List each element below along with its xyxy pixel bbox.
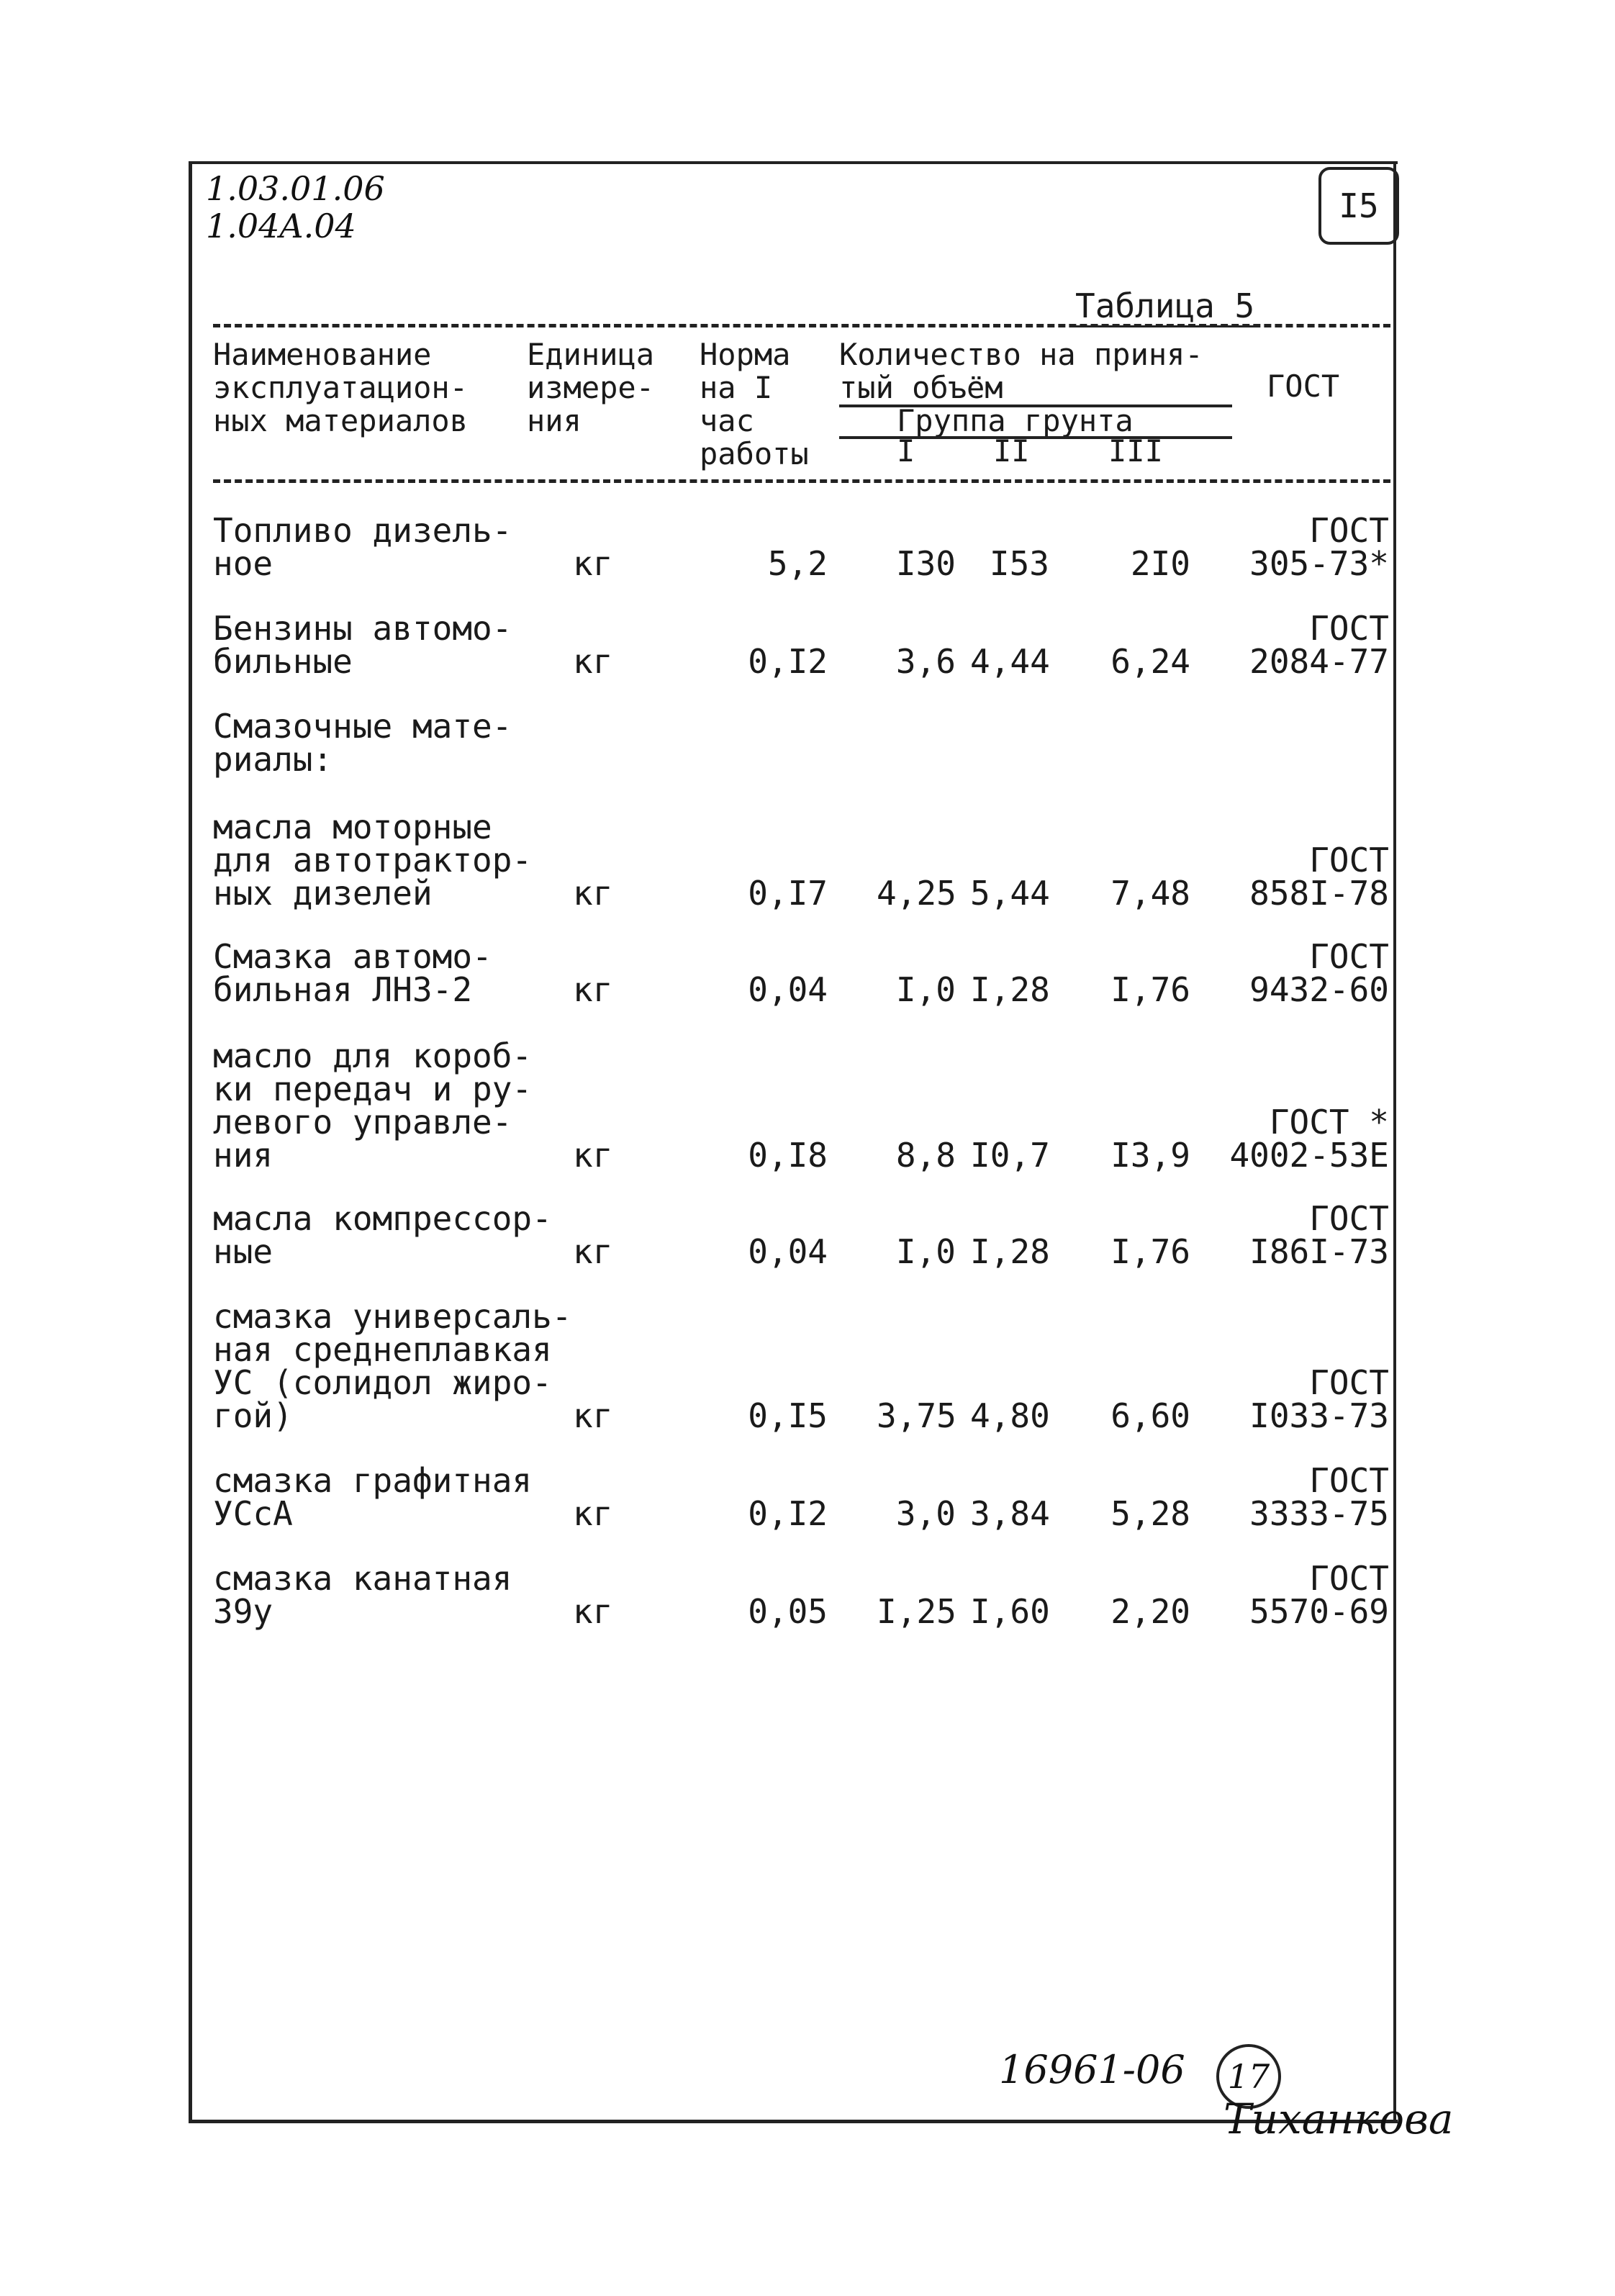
material-name: масла моторные для автотрактор- ных дизелей bbox=[213, 808, 533, 913]
gost-ref: ГОСТ I86I-73 bbox=[1249, 1199, 1389, 1271]
gost-ref: ГОСТ * 4002-53E bbox=[1229, 1103, 1389, 1175]
header-group-2: II bbox=[993, 433, 1030, 469]
norm: 0,I2 bbox=[748, 1494, 828, 1533]
gost-ref: ГОСТ 2084-77 bbox=[1249, 609, 1389, 681]
gost-ref: ГОСТ 5570-69 bbox=[1249, 1559, 1389, 1631]
unit: кг bbox=[573, 1136, 613, 1175]
unit: кг bbox=[573, 544, 613, 583]
table-title: Таблица 5 bbox=[1075, 286, 1254, 325]
unit: кг bbox=[573, 970, 613, 1009]
group-2-value: 3,84 bbox=[970, 1494, 1050, 1533]
group-1-value: 4,25 bbox=[877, 874, 956, 913]
group-1-value: 3,75 bbox=[877, 1396, 956, 1435]
group-2-value: I0,7 bbox=[970, 1136, 1050, 1175]
material-name: смазка графитная УСсА bbox=[213, 1461, 533, 1533]
norm: 0,04 bbox=[748, 970, 828, 1009]
material-name: смазка универсаль- ная среднеплавкая УС (солидол жиро- гой) bbox=[213, 1297, 572, 1435]
frame-top-border bbox=[189, 161, 1398, 164]
frame-right-border bbox=[1393, 161, 1396, 2123]
header-name: Наименование эксплуатацион- ных материалов bbox=[213, 337, 469, 438]
norm: 0,I7 bbox=[748, 874, 828, 913]
group-3-value: 6,60 bbox=[1110, 1396, 1190, 1435]
header-top-rule bbox=[213, 324, 1390, 327]
group-2-value: I,28 bbox=[970, 1232, 1050, 1271]
group-2-value: 4,44 bbox=[970, 642, 1050, 681]
norm: 0,04 bbox=[748, 1232, 828, 1271]
gost-ref: ГОСТ 3333-75 bbox=[1249, 1461, 1389, 1533]
doc-code-1: 1.03.01.06 bbox=[206, 169, 385, 208]
unit: кг bbox=[573, 1592, 613, 1631]
group-3-value: 7,48 bbox=[1110, 874, 1190, 913]
material-name: смазка канатная 39у bbox=[213, 1559, 512, 1631]
group-2-value: I,60 bbox=[970, 1592, 1050, 1631]
header-bottom-rule bbox=[213, 479, 1390, 483]
unit: кг bbox=[573, 874, 613, 913]
group-2-value: 4,80 bbox=[970, 1396, 1050, 1435]
gost-ref: ГОСТ 9432-60 bbox=[1249, 937, 1389, 1009]
group-1-value: 8,8 bbox=[895, 1136, 956, 1175]
material-name: Смазочные мате- риалы: bbox=[213, 707, 512, 779]
material-name: масло для короб- ки передач и ру- левого управле- ния bbox=[213, 1036, 533, 1175]
group-2-value: I53 bbox=[989, 544, 1049, 583]
group-2-value: 5,44 bbox=[970, 874, 1050, 913]
frame-bottom-border bbox=[189, 2120, 1398, 2123]
gost-ref: ГОСТ 305-73* bbox=[1249, 511, 1389, 583]
unit: кг bbox=[573, 1494, 613, 1533]
group-3-value: I,76 bbox=[1110, 1232, 1190, 1271]
group-2-value: I,28 bbox=[970, 970, 1050, 1009]
unit: кг bbox=[573, 1232, 613, 1271]
material-name: масла компрессор- ные bbox=[213, 1199, 552, 1271]
group-3-value: 6,24 bbox=[1110, 642, 1190, 681]
header-quantity: Количество на приня- тый объём bbox=[839, 337, 1203, 405]
norm: 0,I8 bbox=[748, 1136, 828, 1175]
frame-left-border bbox=[189, 161, 192, 2123]
header-soil-group: Группа грунта bbox=[897, 403, 1134, 438]
group-3-value: 2,20 bbox=[1110, 1592, 1190, 1631]
group-1-value: I,0 bbox=[895, 970, 956, 1009]
group-3-value: 5,28 bbox=[1110, 1494, 1190, 1533]
bottom-document-number: 16961-06 bbox=[999, 2047, 1185, 2092]
group-1-value: I30 bbox=[895, 544, 956, 583]
norm: 0,I2 bbox=[748, 642, 828, 681]
group-3-value: I3,9 bbox=[1110, 1136, 1190, 1175]
group-1-value: I,0 bbox=[895, 1232, 956, 1271]
unit: кг bbox=[573, 1396, 613, 1435]
group-3-value: I,76 bbox=[1110, 970, 1190, 1009]
header-group-1: I bbox=[897, 433, 915, 469]
signature: Тиханкова bbox=[1223, 2094, 1454, 2143]
material-name: Смазка автомо- бильная ЛНЗ-2 bbox=[213, 937, 492, 1009]
page-number: I5 bbox=[1318, 167, 1399, 245]
header-unit: Единица измере- ния bbox=[527, 337, 655, 438]
material-name: Бензины автомо- бильные bbox=[213, 609, 512, 681]
norm: 5,2 bbox=[767, 544, 828, 583]
group-1-value: 3,0 bbox=[895, 1494, 956, 1533]
header-norm: Норма на I час работы bbox=[700, 337, 809, 471]
gost-ref: ГОСТ I033-73 bbox=[1249, 1363, 1389, 1435]
norm: 0,I5 bbox=[748, 1396, 828, 1435]
norm: 0,05 bbox=[748, 1592, 828, 1631]
material-name: Топливо дизель- ное bbox=[213, 511, 512, 583]
group-1-value: 3,6 bbox=[895, 642, 956, 681]
gost-ref: ГОСТ 858I-78 bbox=[1249, 841, 1389, 913]
header-group-3: III bbox=[1108, 433, 1163, 469]
group-1-value: I,25 bbox=[877, 1592, 956, 1631]
doc-code-2: 1.04A.04 bbox=[206, 207, 356, 245]
unit: кг bbox=[573, 642, 613, 681]
group-3-value: 2I0 bbox=[1130, 544, 1190, 583]
header-gost: ГОСТ bbox=[1267, 369, 1340, 404]
sheet-number-circle: 17 bbox=[1216, 2044, 1281, 2109]
